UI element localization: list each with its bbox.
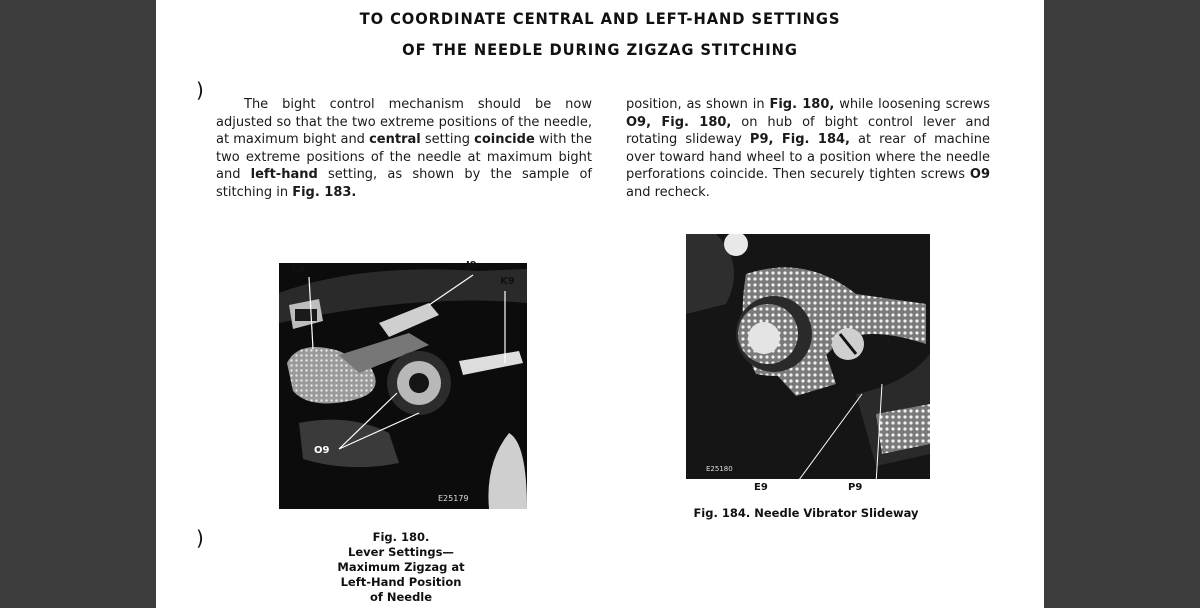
fig180-caption-line: Fig. 180. — [372, 530, 430, 544]
fig184-label-p9: P9 — [848, 482, 863, 493]
fig184-caption: Fig. 184. Needle Vibrator Slideway — [693, 506, 919, 520]
fig180-label-k9: K9 — [500, 276, 515, 287]
fig180-caption — [326, 530, 476, 605]
fig184-photo — [686, 234, 930, 479]
fig180-photo-code: E25179 — [438, 494, 469, 503]
paragraph-right: position, as shown in Fig. 180, while loosening screws O9, Fig. 180, on hub of bight control lever and rotating slideway P9, Fig. 184, at rear of machine over toward hand wheel to a position where the needle perforations coincide. Then securely tighten screws O9 and recheck. — [626, 97, 991, 200]
fig184-photo-code: E25180 — [706, 465, 733, 473]
fig184-label-e9: E9 — [754, 482, 768, 493]
fig180-label-o9: O9 — [314, 445, 330, 456]
title-line-2: OF THE NEEDLE DURING ZIGZAG STITCHING — [402, 40, 798, 59]
margin-mark-top: ) — [196, 78, 204, 102]
document-page — [156, 0, 1044, 608]
fig180-caption-line: Lever Settings— — [348, 545, 454, 559]
fig180-label-j9: J9 — [466, 260, 477, 271]
fig180-label-l9: L9 — [292, 264, 306, 275]
title-line-1: TO COORDINATE CENTRAL AND LEFT-HAND SETTINGS — [359, 9, 841, 28]
fig180-caption-line: Left-Hand Position — [340, 575, 462, 589]
fig180-caption-line: of Needle — [369, 590, 433, 604]
fig180-caption-line: Maximum Zigzag at — [337, 560, 465, 574]
fig180-photo — [279, 263, 527, 509]
margin-mark-bottom: ) — [196, 526, 204, 550]
paragraph-left: The bight control mechanism should be now adjusted so that the two extreme positions of the needle, at maximum bight and central setting coincide with the two extreme positions of the needle at maximum bight and left-hand setting, as shown by the sample of stitching in Fig. 183. — [216, 97, 592, 200]
